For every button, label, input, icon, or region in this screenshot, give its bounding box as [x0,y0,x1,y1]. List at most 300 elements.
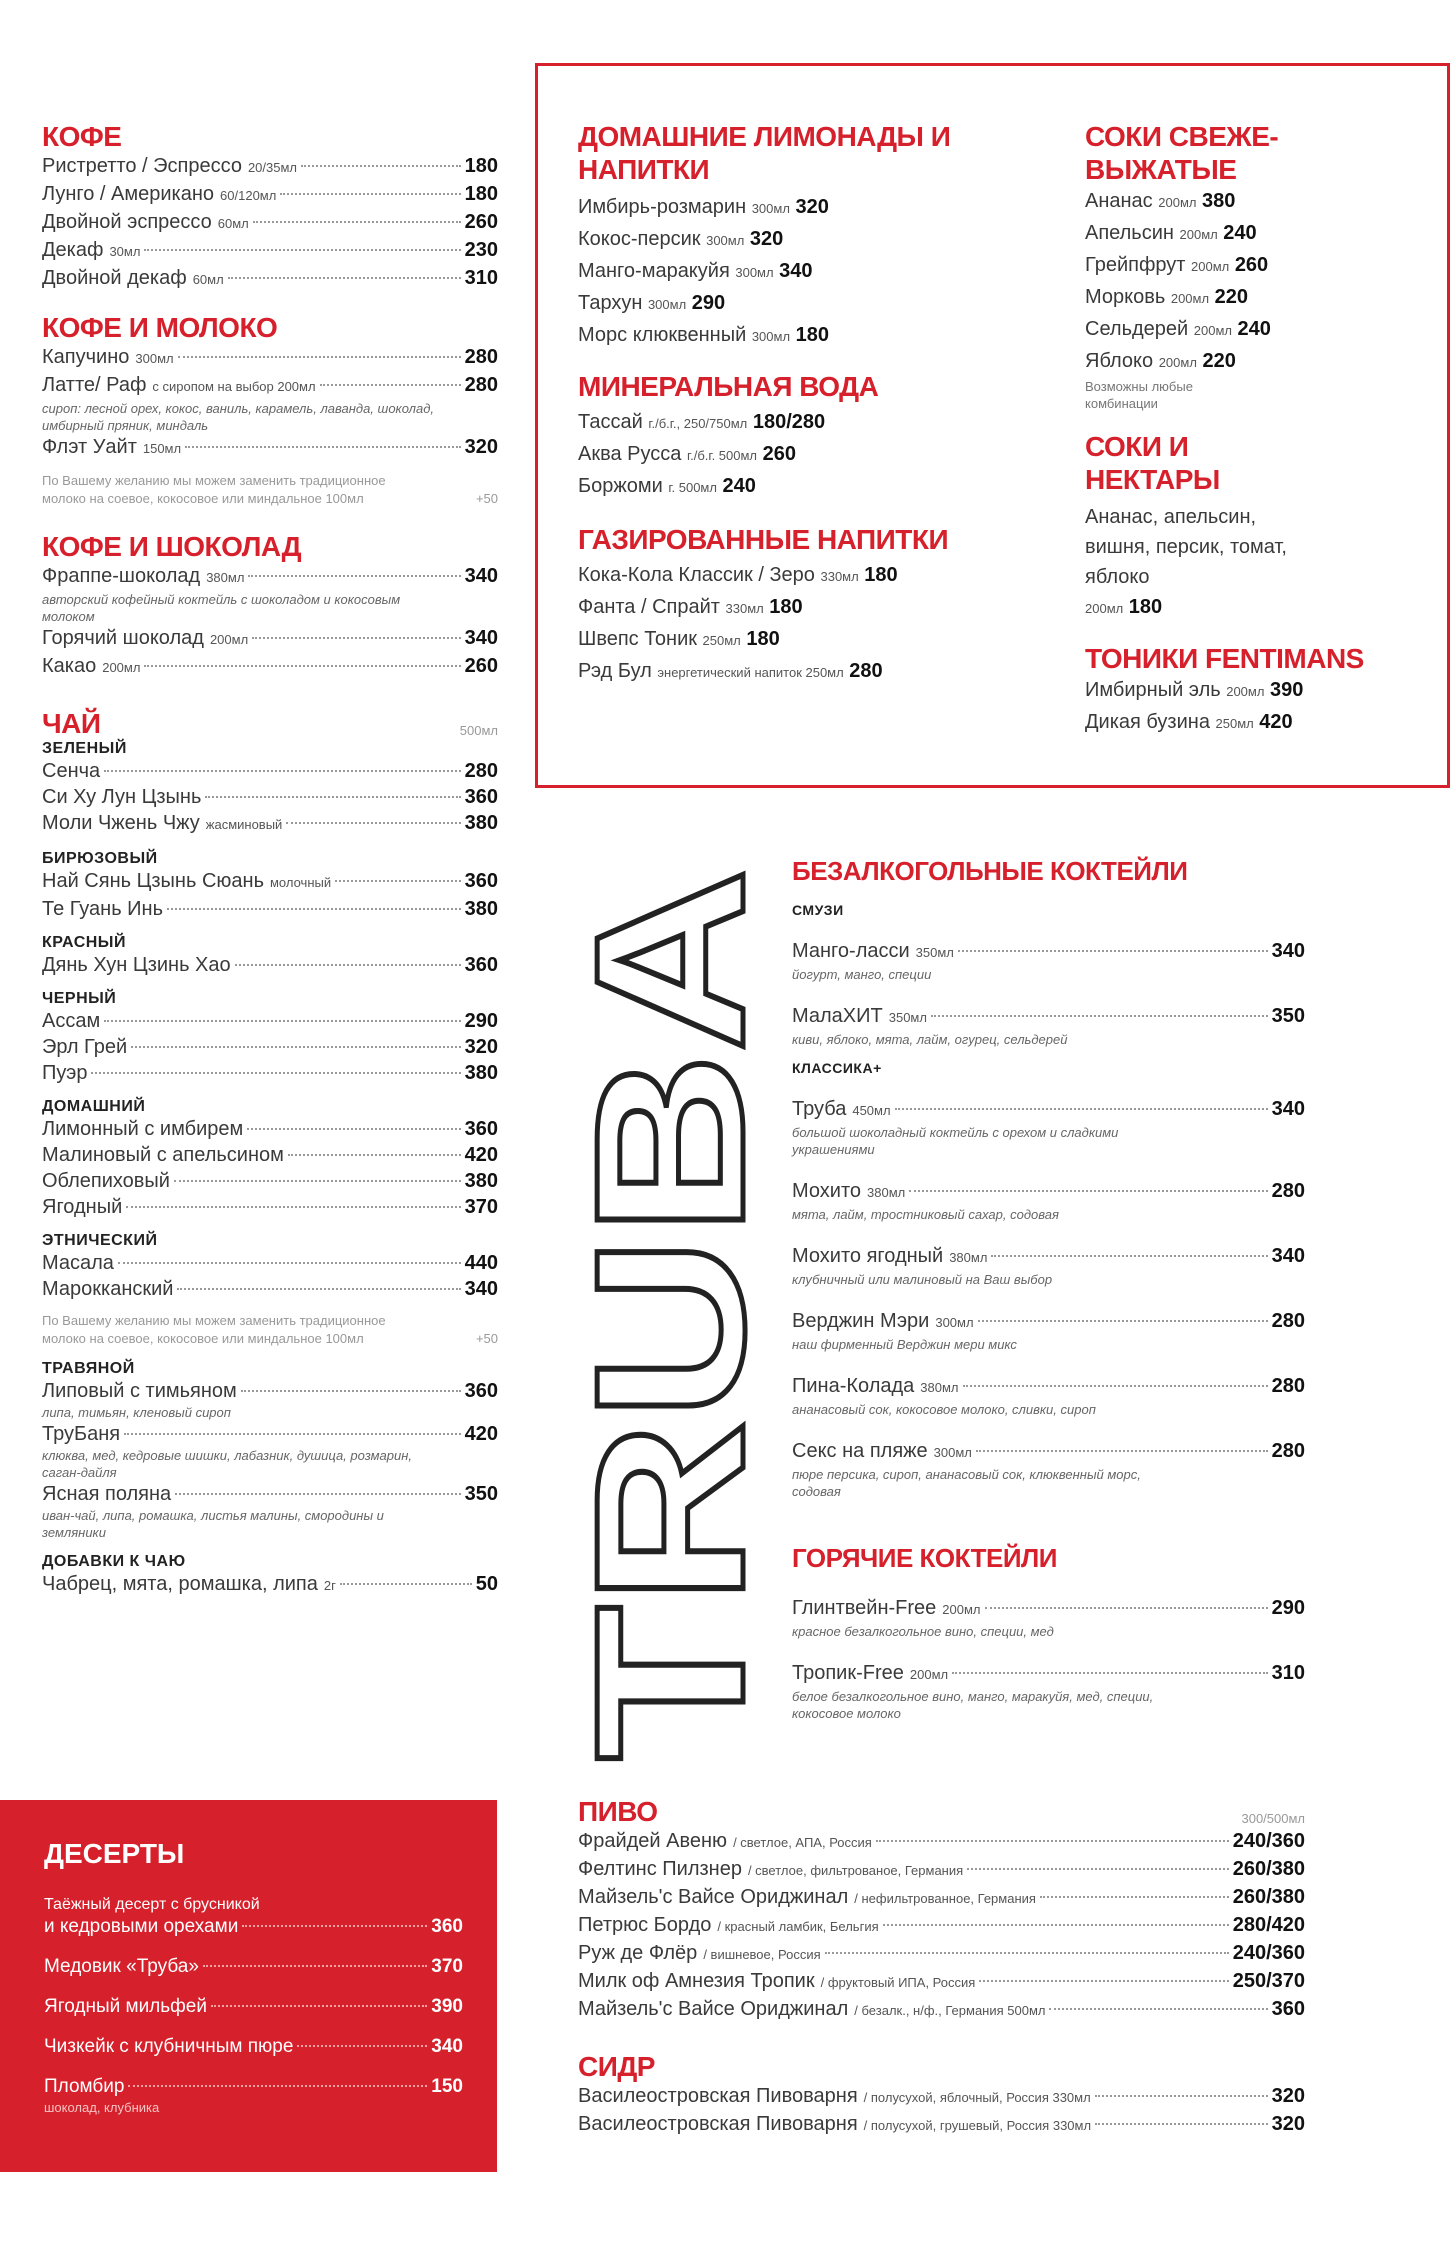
menu-item [792,1003,1305,1048]
menu-item [1085,282,1415,314]
item-size: / светлое, фильтрованое, Германия [747,1863,964,1878]
dot-leader [883,1924,1229,1926]
dot-leader [128,2085,427,2087]
item-size: / вишневое, Россия [703,1947,821,1962]
item-price: 260 [464,655,498,677]
item-row [44,2074,463,2100]
item-description: иван-чай, липа, ромашка, листья малины, смородины и земляники [42,1508,384,1540]
menu-item [42,1034,498,1060]
item-name: Мохито [792,1180,862,1202]
menu-item [578,1856,1305,1884]
item-name: Тархун [578,292,643,314]
item-price: 440 [464,1252,498,1274]
item-price: 310 [1271,1662,1305,1684]
dot-leader [825,1952,1229,1954]
item-size: г./б.г., 250/750мл [648,416,748,431]
menu-item [44,2034,463,2060]
item-row [42,810,498,838]
cider-title: СИДР [578,2051,655,2082]
item-name: Двойной эспрессо [42,211,212,233]
item-name: Лунго / Американо [42,183,215,205]
item-name: Майзель'с Вайсе Ориджинал [578,1886,849,1908]
dot-leader [104,1020,460,1022]
item-row [42,1168,498,1194]
item-row [42,1008,498,1034]
mineral-list [578,407,1018,503]
item-price: 360 [464,1118,498,1140]
item-price: 320 [464,436,498,458]
item-size: 2г [323,1578,336,1593]
item-name: Двойной декаф [42,267,187,289]
item-name: ТруБаня [42,1423,121,1445]
item-name: Чизкейк с клубничным пюре [44,2036,294,2057]
item-name: Секс на пляже [792,1440,928,1462]
dot-leader [979,1980,1228,1982]
tea-add-label: ДОБАВКИ К ЧАЮ [42,1553,186,1570]
item-name: Си Ху Лун Цзынь [42,786,202,808]
item-name: Пуэр [42,1062,88,1084]
menu-item [578,1884,1305,1912]
item-name: Сенча [42,760,101,782]
item-size: 330мл [725,601,764,616]
truba-wordmark: TRUBA [551,1019,788,1761]
dot-leader [177,1288,460,1290]
item-name: Тассай [578,411,643,433]
beer-volume: 300/500мл [1241,1811,1305,1826]
item-size: / нефильтрованное, Германия [854,1891,1036,1906]
menu-item [792,1595,1305,1640]
tea-note-price: +50 [475,1331,498,1346]
item-name: Моли Чжень Чжу [42,812,200,834]
item-price: 280 [464,760,498,782]
item-price: 240/360 [1232,1942,1305,1964]
menu-item [1085,314,1415,346]
item-name: Горячий шоколад [42,627,204,649]
item-name: Рэд Бул [578,660,652,682]
item-name: Най Сянь Цзынь Сюань [42,870,264,892]
tea-oolong-label: БИРЮЗОВЫЙ [42,850,158,867]
menu-item [44,1954,463,1980]
dot-leader [301,165,461,167]
item-row [792,1243,1305,1271]
coffee-title: КОФЕ [42,121,122,152]
item-row [42,434,498,462]
menu-item [578,592,1018,624]
desserts-panel [0,1800,497,2172]
item-name: Фрайдей Авеню [578,1830,728,1852]
item-price: 320 [1271,2113,1305,2135]
dot-leader [248,575,460,577]
item-size: 300мл [135,351,174,366]
item-name: Дянь Хун Цзинь Хао [42,954,231,976]
menu-item [792,1308,1305,1353]
item-name: Имбирь-розмарин [578,196,747,218]
tea-red-list [42,952,498,978]
item-name: Флэт Уайт [42,436,137,458]
item-name: Ясная поляна [42,1483,172,1505]
dot-leader [118,1262,461,1264]
beer-column [578,1795,1305,2139]
dot-leader [340,1583,472,1585]
coffee-milk-list [42,344,498,462]
menu-item [792,1660,1305,1722]
item-price: 280 [464,346,498,368]
item-size: 330мл [820,569,859,584]
nectars-text: Ананас, апельсин, вишня, персик, томат, яблоко [1085,506,1287,588]
item-name: Ягодный мильфей [44,1996,207,2017]
coffee-list [42,153,498,293]
item-name: Ассам [42,1010,101,1032]
menu-item [42,209,498,237]
menu-item [578,560,1018,592]
dot-leader [991,1255,1267,1257]
smoothie-label: СМУЗИ [792,902,844,918]
item-price: 250/370 [1232,1970,1305,1992]
cocktails-title: БЕЗАЛКОГОЛЬНЫЕ КОКТЕЙЛИ [792,856,1188,886]
menu-item [42,1142,498,1168]
item-price: 340 [464,565,498,587]
item-size: 200мл [909,1667,949,1682]
dot-leader [876,1840,1229,1842]
item-row [578,1996,1305,2024]
item-size: 200мл [1191,259,1230,274]
item-size: / светлое, АПА, Россия [733,1835,872,1850]
item-price: 50 [475,1573,498,1595]
dot-leader [124,1433,461,1435]
dot-leader [909,1190,1267,1192]
item-price: 370 [431,1956,463,1977]
item-price: 240 [1237,318,1271,340]
item-price: 370 [464,1196,498,1218]
item-price: 340 [1271,940,1305,962]
menu-item [44,2074,463,2115]
item-row [42,153,498,181]
item-size: 60мл [217,216,249,231]
truba-logo [551,868,788,1761]
milk-note-text: По Вашему желанию мы можем заменить традиционное молоко на соевое, кокосовое или миндальное 100мл [42,473,386,506]
item-price: 420 [464,1423,498,1445]
item-price: 180 [746,628,780,650]
item-name: Ягодный [42,1196,123,1218]
item-name: Таёжный десерт с брусникой [44,1896,260,1913]
item-size: / полусухой, яблочный, Россия 330мл [863,2090,1091,2105]
item-description: киви, яблоко, мята, лайм, огурец, сельдерей [792,1032,1068,1047]
item-price: 420 [464,1144,498,1166]
item-name: Декаф [42,239,104,261]
item-price: 150 [431,2076,463,2097]
soda-title: ГАЗИРОВАННЫЕ НАПИТКИ [578,524,949,555]
item-price: 180 [769,596,803,618]
item-name: Малиновый с апельсином [42,1144,284,1166]
item-row [578,2111,1305,2139]
menu-item [42,1168,498,1194]
item-name: Кока-Кола Классик / Зеро [578,564,815,586]
tea-black-label: ЧЕРНЫЙ [42,990,117,1007]
item-price: 380 [464,898,498,920]
dot-leader [985,1607,1268,1609]
item-row [44,1914,463,1940]
dot-leader [963,1385,1268,1387]
tea-header [42,707,498,740]
drinks-left [578,120,1018,688]
item-size: 60/120мл [220,188,277,203]
item-price: 280 [1271,1440,1305,1462]
item-description: наш фирменный Верджин мери микс [792,1337,1017,1352]
item-price: 280 [464,374,498,396]
item-row [792,938,1305,966]
dot-leader [126,1206,460,1208]
item-size: 200мл [1170,291,1210,306]
dot-leader [952,1672,1268,1674]
item-price: 240 [1223,222,1257,244]
item-name: Ристретто / Эспрессо [42,155,242,177]
dot-leader [175,1493,460,1495]
item-row [792,1595,1305,1623]
item-price: 360 [464,954,498,976]
item-size: 300мл [935,1315,974,1330]
dot-leader [1049,2008,1267,2010]
item-price: 380 [1202,190,1236,212]
item-size: 200мл [1193,323,1232,338]
item-row [42,625,498,653]
item-size: 200мл [1179,227,1218,242]
menu-item [578,1996,1305,2024]
item-row [42,952,498,978]
item-row [578,1940,1305,1968]
item-price: 360 [464,1380,498,1402]
fresh-title: СОКИ СВЕЖЕ-ВЫЖАТЫЕ [1085,121,1279,185]
item-price: 340 [464,1278,498,1300]
menu-item [578,1912,1305,1940]
item-price: 310 [464,267,498,289]
item-row [578,1968,1305,1996]
item-price: 260/380 [1232,1858,1305,1880]
dot-leader [167,908,461,910]
menu-item [42,1250,498,1276]
item-description: клюква, мед, кедровые шишки, лабазник, душица, розмарин, саган-дайля [42,1448,412,1480]
menu-item [578,320,1018,352]
item-row [792,1003,1305,1031]
item-price: 380 [464,1062,498,1084]
beer-list [578,1828,1305,2024]
item-row [42,653,498,681]
desserts-title: ДЕСЕРТЫ [44,1838,185,1869]
item-name: Эрл Грей [42,1036,128,1058]
item-row [578,1912,1305,1940]
tea-red-label: КРАСНЫЙ [42,934,126,951]
item-name: Сельдерей [1085,318,1189,340]
dot-leader [253,221,461,223]
dot-leader [185,446,461,448]
tea-title: ЧАЙ [42,708,101,739]
item-name: Имбирный эль [1085,679,1221,701]
milk-note [42,472,498,508]
item-row [44,1994,463,2020]
item-name: Грейпфрут [1085,254,1186,276]
dot-leader [174,1180,461,1182]
fresh-note: Возможны любые комбинации [1085,379,1193,411]
item-price: 280 [1271,1310,1305,1332]
tea-green-label: ЗЕЛЕНЫЙ [42,740,127,757]
menu-item [42,1008,498,1034]
cocktails-column [792,855,1305,1722]
item-name: Пломбир [44,2076,125,2097]
nectars-size: 200мл [1085,601,1124,616]
item-description: большой шоколадный коктейль с орехом и сладкими украшениями [792,1125,1119,1157]
menu-item [42,784,498,810]
menu-item [42,434,498,462]
item-name: Фелтинс Пилзнер [578,1858,742,1880]
item-description: пюре персика, сироп, ананасовый сок, клюквенный морс, содовая [792,1467,1141,1499]
item-name: Манго-ласси [792,940,910,962]
item-size: 380мл [867,1185,906,1200]
item-row [42,1481,498,1507]
item-row [792,1660,1305,1688]
menu-item [42,1194,498,1220]
item-size: 450мл [852,1103,891,1118]
item-price: 240/360 [1232,1830,1305,1852]
item-name: Милк оф Амнезия Тропик [578,1970,815,1992]
item-size: 200мл [1226,684,1265,699]
item-name: Верджин Мэри [792,1310,930,1332]
cider-list [578,2083,1305,2139]
tea-home-list [42,1116,498,1220]
item-price: 180 [795,324,829,346]
dot-leader [252,637,460,639]
item-row [42,1116,498,1142]
dot-leader [91,1072,460,1074]
item-row [42,1034,498,1060]
item-name: Морковь [1085,286,1166,308]
item-price: 220 [1202,350,1236,372]
menu-item [578,1940,1305,1968]
item-row [42,784,498,810]
dot-leader [978,1320,1268,1322]
item-size: г. 500мл [668,480,717,495]
item-row [42,1060,498,1086]
beer-title: ПИВО [578,1796,658,1827]
item-price: 280 [849,660,883,682]
item-row [578,2083,1305,2111]
menu-item [42,653,498,681]
item-price: 340 [464,627,498,649]
menu-item [42,181,498,209]
item-row [792,1373,1305,1401]
item-name: Василеостровская Пивоварня [578,2085,858,2107]
item-size: 250мл [702,633,741,648]
item-size: 380мл [920,1380,959,1395]
item-row [578,1884,1305,1912]
menu-item [792,938,1305,983]
item-price: 320 [464,1036,498,1058]
menu-item [42,153,498,181]
menu-item [1085,675,1415,707]
item-name: Капучино [42,346,130,368]
item-size: жасминовый [205,817,283,832]
dot-leader [205,796,460,798]
item-price: 240 [722,475,756,497]
tea-oolong-list [42,868,498,922]
dot-leader [288,1154,461,1156]
item-size: 300мл [933,1445,972,1460]
dot-leader [203,1965,427,1967]
item-price: 360 [464,786,498,808]
dot-leader [320,384,461,386]
dot-leader [178,356,461,358]
item-price: 260 [1234,254,1269,276]
item-size: 200мл [209,632,249,647]
item-size: 300мл [735,265,774,280]
item-size: 350мл [915,945,954,960]
item-price: 380 [464,1170,498,1192]
menu-item [578,2111,1305,2139]
item-price: 420 [1259,711,1293,733]
item-description: белое безалкогольное вино, манго, маракуйя, мед, специи, кокосовое молоко [792,1689,1154,1721]
dot-leader [1095,2095,1268,2097]
item-size: 350мл [888,1010,927,1025]
item-row [792,1096,1305,1124]
menu-item [42,868,498,896]
menu-item [578,288,1018,320]
classic-label: КЛАССИКА+ [792,1060,882,1076]
menu-item [578,624,1018,656]
menu-item [578,439,1018,471]
item-size: 300мл [751,329,791,344]
item-price: 350 [1271,1005,1305,1027]
dot-leader [967,1868,1229,1870]
coffee-milk-title: КОФЕ И МОЛОКО [42,312,278,343]
item-size: / красный ламбик, Бельгия [717,1919,879,1934]
menu-item [42,625,498,653]
item-price: 390 [1270,679,1304,701]
item-name: Морс клюквенный [578,324,747,346]
item-price: 220 [1214,286,1248,308]
item-price: 290 [464,1010,498,1032]
nectars-title: СОКИ И НЕКТАРЫ [1085,431,1220,495]
dot-leader [228,277,461,279]
lemonades-list [578,192,1018,352]
tea-volume: 500мл [459,723,498,738]
item-price: 390 [431,1996,463,2017]
item-size: 150мл [142,441,182,456]
left-column [42,120,498,1599]
item-name-2: и кедровыми орехами [44,1916,239,1937]
dot-leader [297,2045,427,2047]
tea-ethnic-label: ЭТНИЧЕСКИЙ [42,1232,158,1249]
menu-item [792,1096,1305,1158]
item-price: 180 [464,155,498,177]
item-name: Масала [42,1252,114,1274]
item-name: Чабрец, мята, ромашка, липа [42,1573,318,1595]
item-name: Глинтвейн-Free [792,1597,937,1619]
item-row [42,1250,498,1276]
item-size: 380мл [949,1250,988,1265]
milk-note-price: +50 [475,491,498,506]
item-price: 180 [864,564,898,586]
menu-item [792,1373,1305,1418]
item-price: 180 [464,183,498,205]
item-name: Манго-маракуйя [578,260,730,282]
item-size: / фруктовый ИПА, Россия [820,1975,976,1990]
item-size: / безалк., н/ф., Германия 500мл [854,2003,1046,2018]
item-size: 300мл [706,233,745,248]
item-price: 280 [1271,1180,1305,1202]
item-description: йогурт, манго, специи [792,967,932,982]
item-name: Липовый с тимьяном [42,1380,237,1402]
item-size: г./б.г. 500мл [686,448,758,463]
item-name: Аква Русса [578,443,682,465]
item-name: Облепиховый [42,1170,170,1192]
